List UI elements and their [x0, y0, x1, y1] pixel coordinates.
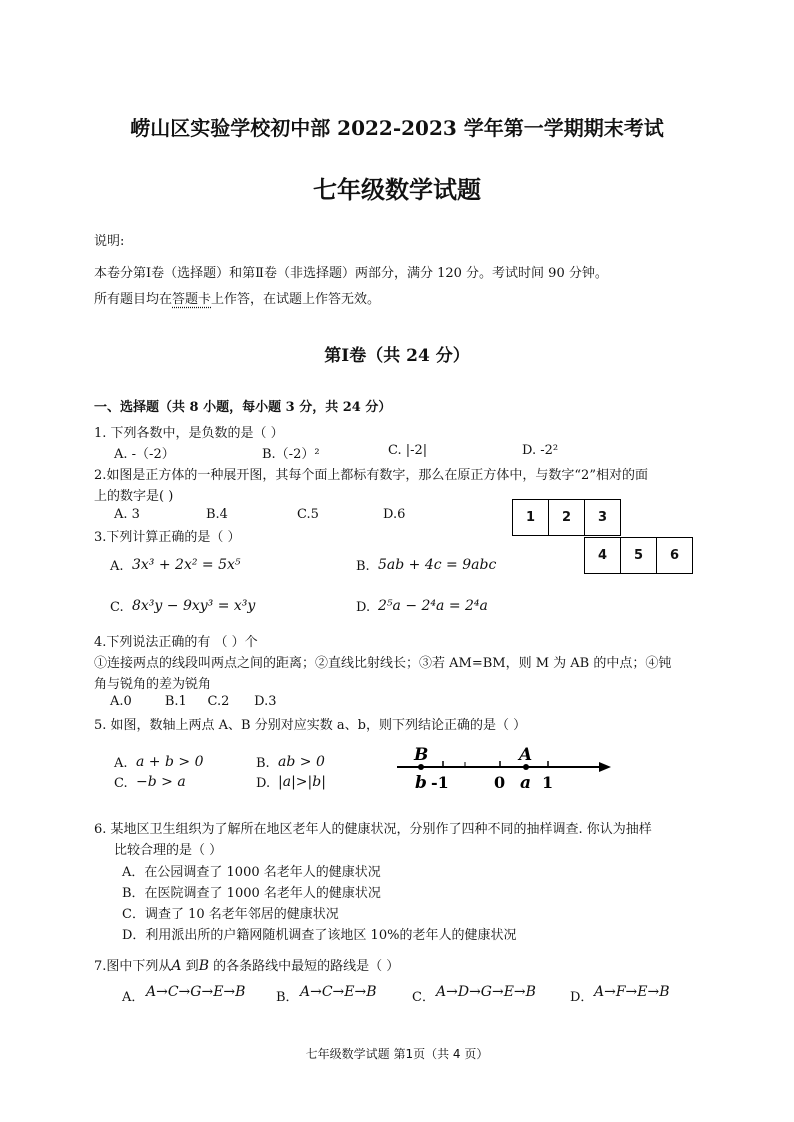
q1-option-d: D. -2² — [522, 443, 559, 458]
instructions-line2-suffix: 上作答，在试题上作答无效。 — [211, 292, 381, 307]
q3-option-a: 3x³ + 2x² = 5x⁵ — [132, 557, 241, 573]
q7-option-a: A→C→G→E→B — [146, 984, 246, 1000]
q7-stem-suffix: 的各条路线中最短的路线是（ ） — [213, 959, 400, 974]
q7-point-a: A — [171, 958, 182, 974]
q4-body-line1: ①连接两点的线段叫两点之间的距离；②直线比射线长；③若 AM=BM，则 M 为 AB 的中点；④钝 — [94, 656, 672, 671]
q5-option-b-label: B. — [256, 756, 270, 771]
q2-option-d: D.6 — [383, 507, 406, 522]
number-line-arrow — [599, 762, 611, 772]
label-a: a — [520, 773, 532, 793]
q6-option-b: B．在医院调查了 1000 名老年人的健康状况 — [122, 886, 381, 901]
q1-option-a: A. -（-2） — [114, 447, 175, 462]
q6-option-a: A．在公园调查了 1000 名老年人的健康状况 — [122, 865, 381, 880]
q2-stem-line1: 2.如图是正方体的一种展开图，其每个面上都标有数字，那么在原正方体中，与数字“2”相对的面 — [94, 468, 648, 483]
q3-option-d: 2⁵a − 2⁴a = 2⁴a — [378, 598, 488, 614]
net-cell-3: 3 — [584, 499, 621, 536]
q7-option-d-label: D． — [570, 990, 594, 1005]
q6-stem-line1: 6. 某地区卫生组织为了解所在地区老年人的健康状况，分别作了四种不同的抽样调查. 你认为抽样 — [94, 822, 652, 837]
q5-option-d-label: D. — [256, 776, 271, 791]
instructions-line1: 本卷分第Ⅰ卷（选择题）和第Ⅱ卷（非选择题）两部分，满分 120 分。考试时间 90 分钟。 — [94, 266, 608, 281]
q2-option-a: A. 3 — [114, 507, 140, 522]
q3-option-b-label: B. — [356, 559, 370, 574]
q5-option-b: ab > 0 — [278, 754, 325, 770]
q1-option-b: B.（-2）² — [262, 447, 320, 462]
q5-option-c-label: C. — [114, 776, 128, 791]
q3-option-c: 8x³y − 9xy³ = x³y — [132, 598, 256, 614]
q7-stem-prefix: 7.图中下列从 — [94, 959, 172, 974]
q6-option-d: D．利用派出所的户籍网随机调查了该地区 10%的老年人的健康状况 — [122, 928, 517, 943]
label-B: B — [414, 745, 429, 765]
net-cell-6: 6 — [656, 537, 693, 574]
q1-stem: 1. 下列各数中，是负数的是（ ） — [94, 426, 284, 441]
q5-stem: 5. 如图，数轴上两点 A、B 分别对应实数 a、b，则下列结论正确的是（ ） — [94, 718, 527, 733]
q3-stem: 3.下列计算正确的是（ ） — [94, 530, 241, 545]
q6-option-c: C．调查了 10 名老年邻居的健康状况 — [122, 907, 339, 922]
q2-option-c: C.5 — [297, 507, 319, 522]
instructions-line2-prefix: 所有题目均在 — [94, 292, 173, 307]
instructions-line2-emph: 答题卡 — [172, 292, 212, 307]
q7-option-c: A→D→G→E→B — [436, 984, 536, 1000]
q3-option-c-label: C. — [110, 600, 124, 615]
net-cell-2: 2 — [548, 499, 585, 536]
instructions-line2 — [94, 288, 380, 307]
exam-title: 崂山区实验学校初中部 2022-2023 学年第一学期期末考试 — [130, 116, 664, 140]
q6-stem-line2: 比较合理的是（ ） — [114, 843, 223, 858]
label-minus-1: -1 — [431, 773, 449, 792]
q5-option-a: a + b > 0 — [136, 754, 204, 770]
q3-option-b: 5ab + 4c = 9abc — [378, 557, 497, 573]
page-footer: 七年级数学试题 第1页（共 4 页） — [305, 1047, 489, 1061]
q7-point-b: B — [198, 958, 209, 974]
q7-option-b-label: B． — [276, 990, 299, 1005]
q2-stem-line2: 上的数字是( ) — [94, 489, 174, 504]
q7-option-c-label: C． — [412, 990, 435, 1005]
q5-option-c: −b > a — [136, 774, 186, 790]
q7-option-d: A→F→E→B — [594, 984, 670, 1000]
q1-option-c: C. |-2| — [388, 443, 428, 458]
label-b: b — [415, 773, 427, 793]
label-zero: 0 — [494, 773, 506, 792]
q7-option-b: A→C→E→B — [300, 984, 377, 1000]
q4-options: A.0 B.1 C.2 D.3 — [110, 694, 277, 709]
section-title: 第Ⅰ卷（共 24 分） — [324, 346, 470, 366]
number-line-figure — [395, 742, 617, 794]
q7-option-a-label: A． — [122, 990, 145, 1005]
net-cell-1: 1 — [512, 499, 549, 536]
q3-option-a-label: A. — [110, 559, 124, 574]
instructions-label: 说明: — [94, 234, 125, 249]
label-one: 1 — [542, 773, 554, 792]
q2-option-b: B.4 — [206, 507, 228, 522]
q4-stem: 4.下列说法正确的有 （ ）个 — [94, 635, 258, 650]
q7-stem — [94, 955, 399, 974]
label-A: A — [519, 745, 533, 765]
q7-stem-mid: 到 — [185, 959, 199, 974]
net-cell-5: 5 — [620, 537, 657, 574]
q3-option-d-label: D. — [356, 600, 371, 615]
q5-option-d: |a|>|b| — [278, 774, 326, 790]
exam-subtitle: 七年级数学试题 — [313, 175, 481, 204]
q5-option-a-label: A. — [114, 756, 128, 771]
net-cell-4: 4 — [584, 537, 621, 574]
part1-heading: 一、选择题（共 8 小题，每小题 3 分，共 24 分） — [94, 400, 392, 415]
q4-body-line2: 角与锐角的差为锐角 — [94, 677, 212, 692]
